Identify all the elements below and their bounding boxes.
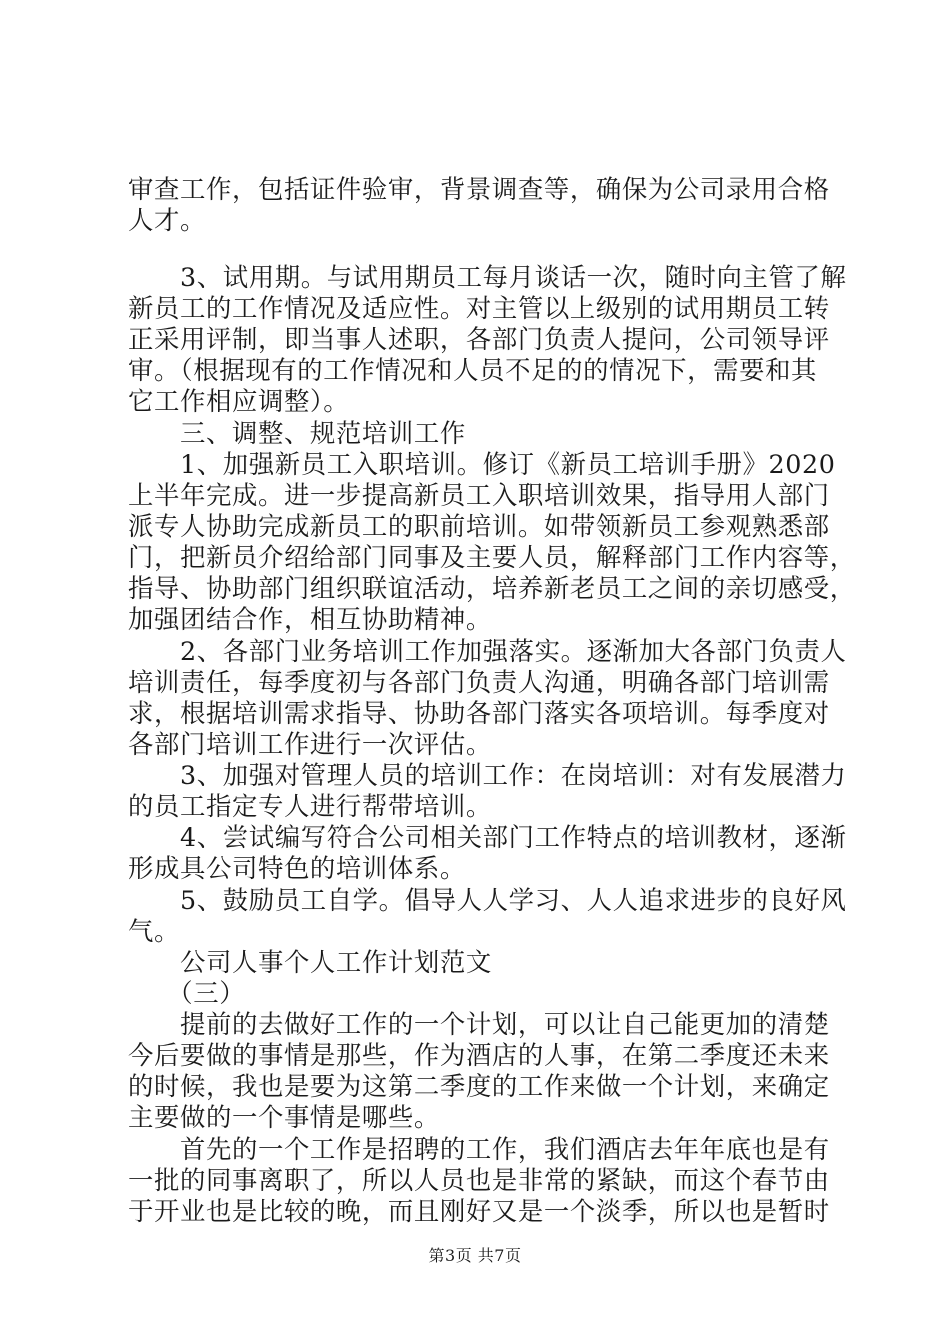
body-text-line: 形成具公司特色的培训体系。 (128, 853, 466, 883)
body-text-line: 各部门培训工作进行一次评估。 (128, 729, 492, 759)
article-subtitle: （三） (128, 978, 246, 1008)
body-text-line: 审。（根据现有的工作情况和人员不足的的情况下，需要和其 (128, 355, 818, 385)
body-text-line: 新员工的工作情况及适应性。对主管以上级别的试用期员工转 (128, 293, 830, 323)
body-text-line: 人才。 (128, 205, 206, 235)
body-text-line: 气。 (128, 916, 180, 946)
body-text-line: 3、试用期。与试用期员工每月谈话一次，随时向主管了解 (128, 262, 847, 292)
body-text-line: 3、加强对管理人员的培训工作：在岗培训：对有发展潜力 (128, 760, 847, 790)
section-heading: 三、调整、规范培训工作 (128, 418, 466, 448)
body-text-line: 的时候，我也是要为这第二季度的工作来做一个计划，来确定 (128, 1071, 830, 1101)
body-text-line: 4、尝试编写符合公司相关部门工作特点的培训教材，逐渐 (128, 822, 847, 852)
body-text-line: 5、鼓励员工自学。倡导人人学习、人人追求进步的良好风 (128, 885, 847, 915)
article-title: 公司人事个人工作计划范文 (128, 947, 492, 977)
body-text-line: 正采用评制，即当事人述职，各部门负责人提问，公司领导评 (128, 324, 830, 354)
body-text-line: 1、加强新员工入职培训。修订《新员工培训手册》2020 (128, 449, 836, 479)
body-text-line: 于开业也是比较的晚，而且刚好又是一个淡季，所以也是暂时 (128, 1196, 830, 1226)
body-text-line: 指导、协助部门组织联谊活动，培养新老员工之间的亲切感受， (128, 573, 856, 603)
body-text-line: 派专人协助完成新员工的职前培训。如带领新员工参观熟悉部 (128, 511, 830, 541)
body-text-line: 上半年完成。进一步提高新员工入职培训效果，指导用人部门 (128, 480, 830, 510)
body-text-line: 门，把新员介绍给部门同事及主要人员，解释部门工作内容等， (128, 542, 856, 572)
body-text-line: 求，根据培训需求指导、协助各部门落实各项培训。每季度对 (128, 698, 830, 728)
body-text-line: 审查工作，包括证件验审，背景调查等，确保为公司录用合格 (128, 174, 830, 204)
body-text-line: 它工作相应调整）。 (128, 386, 350, 416)
body-text-line: 主要做的一个事情是哪些。 (128, 1102, 440, 1132)
body-text-line: 培训责任，每季度初与各部门负责人沟通，明确各部门培训需 (128, 667, 830, 697)
body-text-line: 的员工指定专人进行帮带培训。 (128, 791, 492, 821)
body-text-line: 首先的一个工作是招聘的工作，我们酒店去年年底也是有 (128, 1134, 830, 1164)
body-text-line: 加强团结合作，相互协助精神。 (128, 604, 492, 634)
page-footer: 第3页 共7页 (428, 1246, 522, 1265)
body-text-line: 提前的去做好工作的一个计划，可以让自己能更加的清楚 (128, 1009, 830, 1039)
body-text-line: 一批的同事离职了，所以人员也是非常的紧缺，而这个春节由 (128, 1165, 830, 1195)
body-text-line: 今后要做的事情是那些，作为酒店的人事，在第二季度还未来 (128, 1040, 830, 1070)
body-text-line: 2、各部门业务培训工作加强落实。逐渐加大各部门负责人 (128, 636, 847, 666)
